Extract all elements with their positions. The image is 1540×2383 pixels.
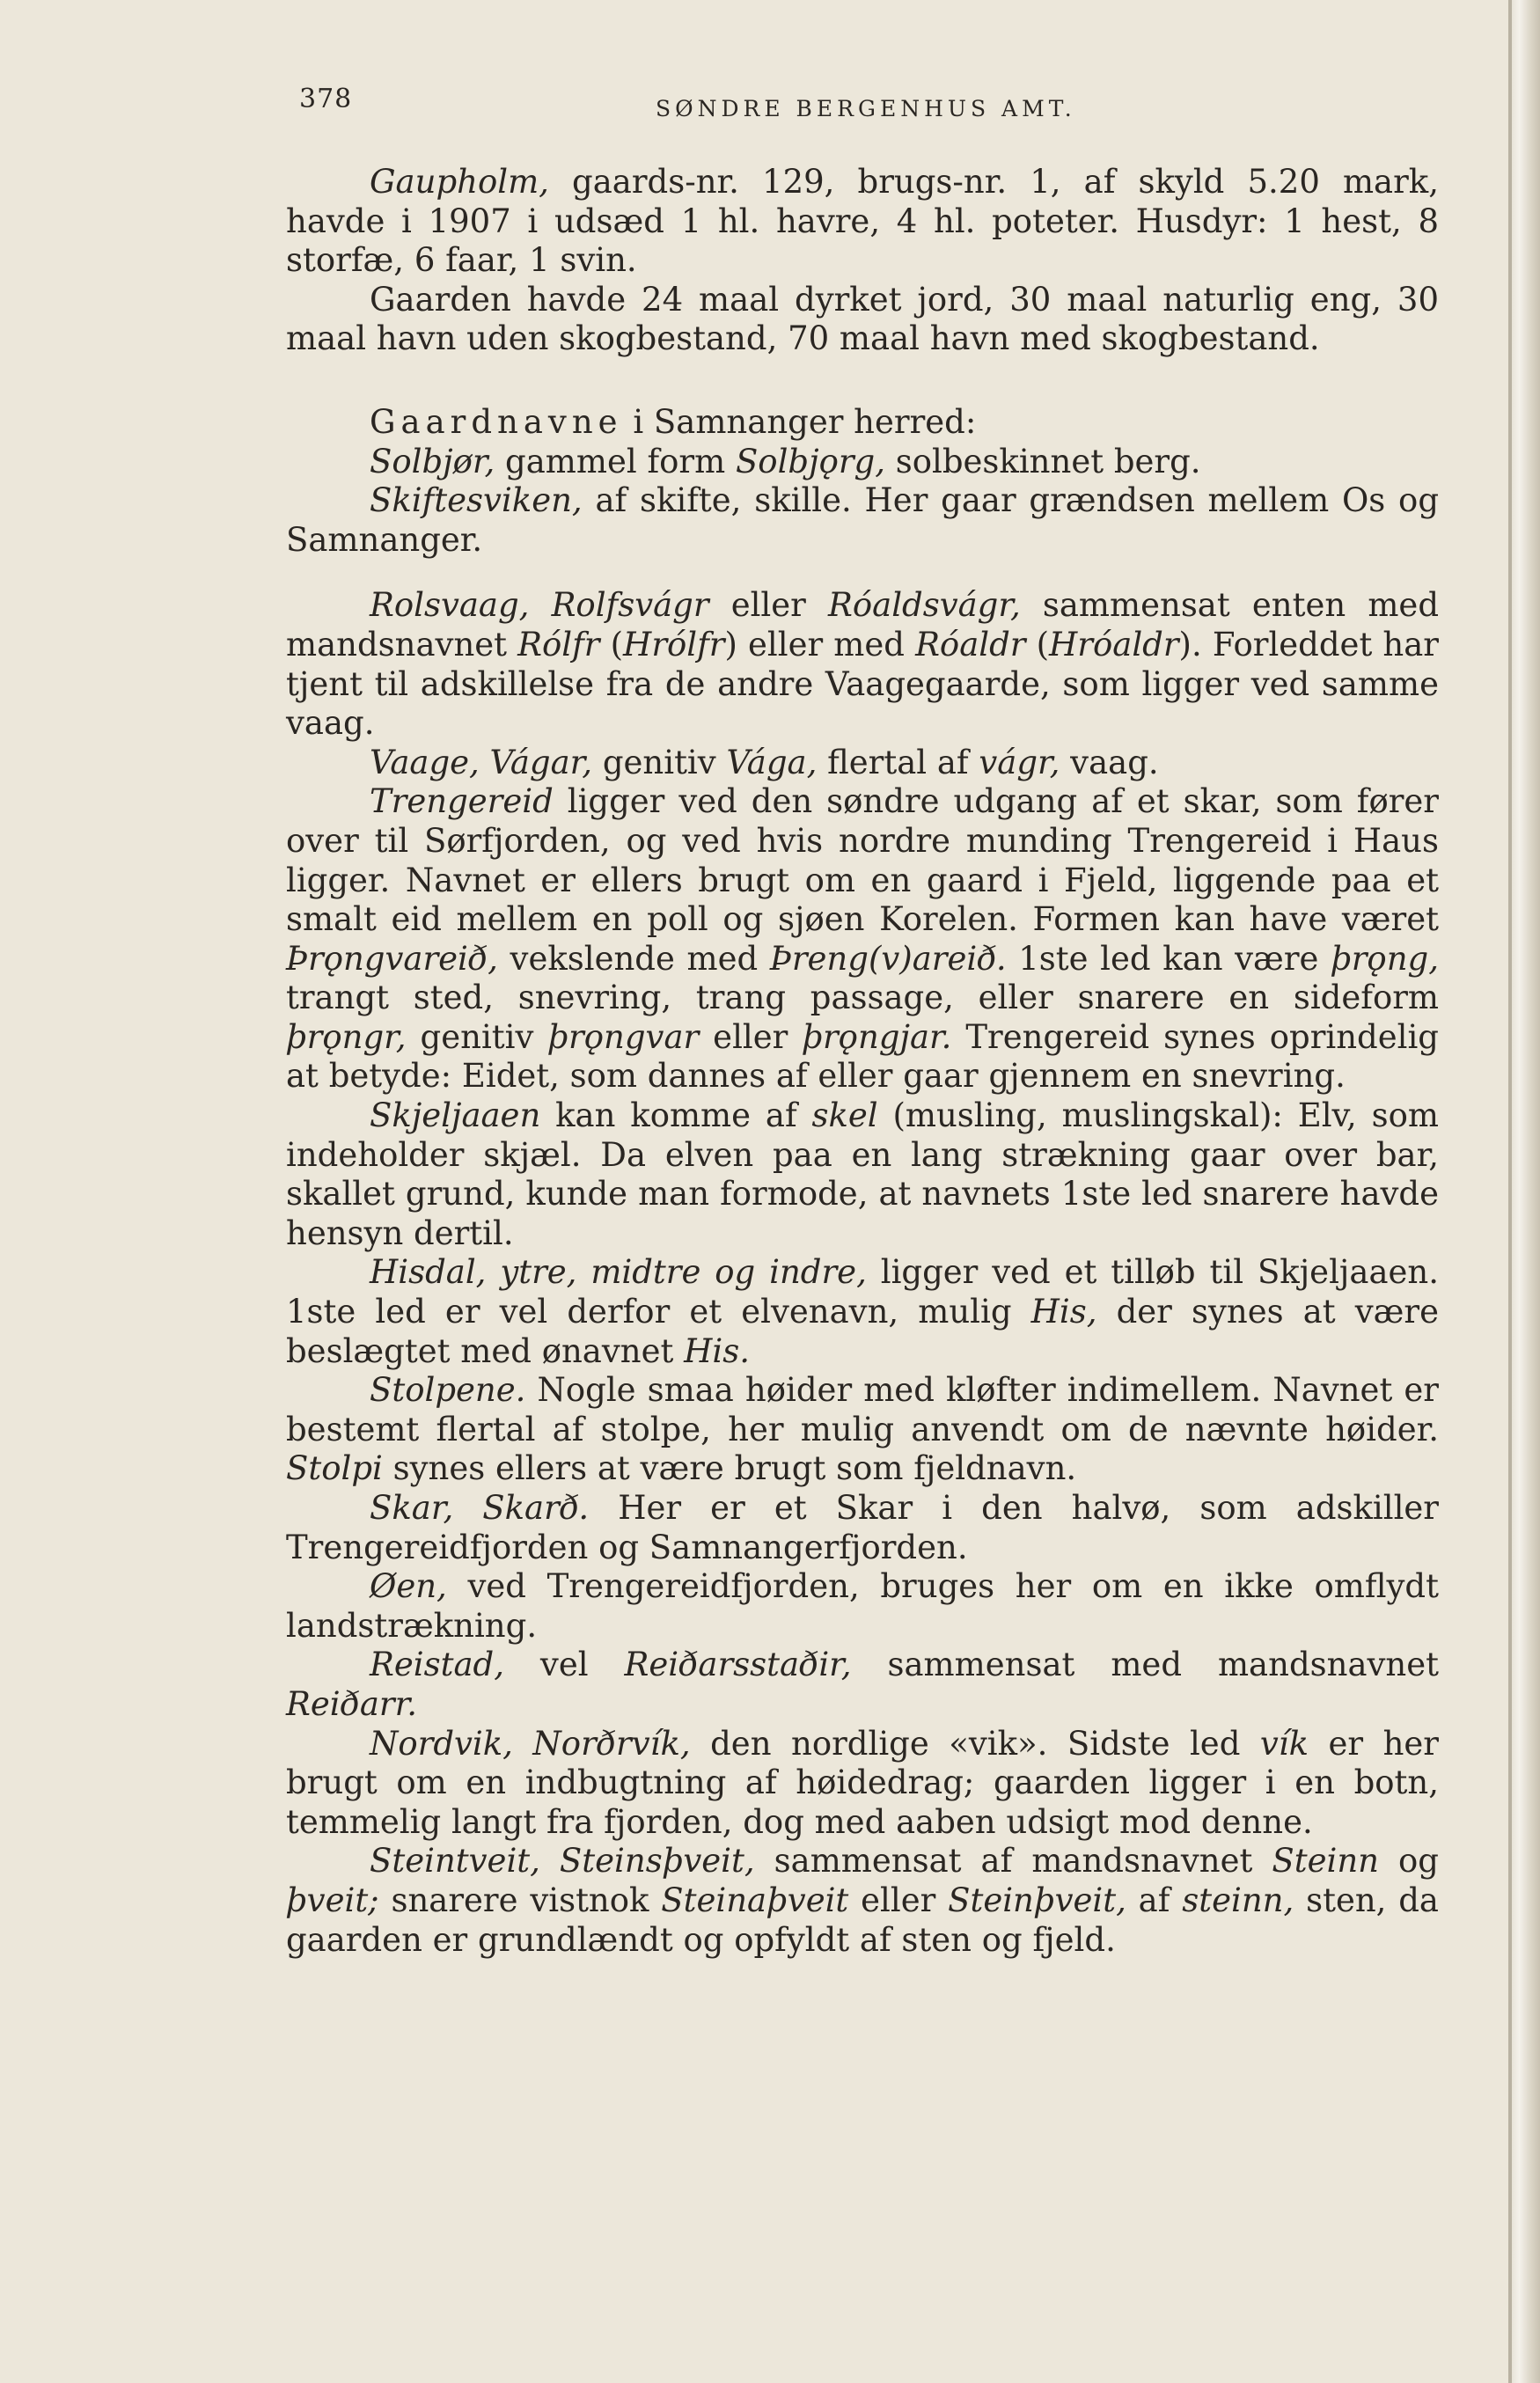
place-name: Solbjør, — [370, 442, 495, 480]
place-name: Trengereid — [370, 782, 554, 821]
paragraph-solbjor: Solbjør, gammel form Solbjǫrg, solbeskinnet berg. — [370, 442, 1201, 480]
place-name: Hisdal, ytre, midtre og indre, — [370, 1253, 867, 1292]
place-name: Skar, Skarð. — [370, 1489, 590, 1527]
paragraph-hisdal: Hisdal, ytre, midtre og indre, ligger ved et tilløb til Skjeljaaen. 1ste led er vel derfor et elvenavn, mulig His, der synes at være beslægtet med ønavnet His. — [286, 1253, 1439, 1370]
page-edge — [1508, 0, 1540, 2383]
place-name: Øen, — [370, 1567, 447, 1606]
paragraph-steintveit: Steintveit, Steinsþveit, sammensat af mandsnavnet Steinn og þveit; snarere vistnok Steinaþveit eller Steinþveit, af steinn, sten, da gaarden er grundlændt og opfyldt af sten og fjeld. — [286, 1842, 1439, 1959]
place-name: Steintveit, Steinsþveit, — [370, 1842, 755, 1881]
paragraph-nordvik: Nordvik, Norðrvík, den nordlige «vik». Sidste led vík er her brugt om en indbugtning af høidedrag; gaarden ligger i en botn, temmelig langt fra fjorden, dog med aaben udsigt mod denne. — [286, 1724, 1439, 1841]
place-name: Skiftesviken, — [370, 481, 583, 520]
paragraph-skjeljaaen: Skjeljaaen kan komme af skel (musling, muslingskal): Elv, som indeholder skjæl. Da elven paa en lang strækning gaar over bar, skallet grund, kunde man formode, at navnets 1ste led snarere havde hensyn dertil. — [286, 1096, 1440, 1252]
page-body — [286, 163, 1439, 1960]
place-name: Rolsvaag, Rolfsvágr — [370, 586, 709, 625]
paragraph-skiftesviken: Skiftesviken, af skifte, skille. Her gaar grændsen mellem Os og Samnanger. — [286, 481, 1439, 559]
place-name: Skjeljaaen — [370, 1096, 541, 1135]
paragraph-gaarden: Gaarden havde 24 maal dyrket jord, 30 maal naturlig eng, 30 maal havn uden skogbestand, 70 maal havn med skogbestand. — [286, 280, 1439, 358]
section-heading: Gaardnavne i Samnanger herred: — [370, 402, 977, 441]
paragraph-rolsvaag: Rolsvaag, Rolfsvágr eller Róaldsvágr, sammensat enten med mandsnavnet Rólfr (Hrólfr) eller med Róaldr (Hróaldr). Forleddet har tjent til adskillelse fra de andre Vaagegaarde, som ligger ved samme vaag. — [286, 586, 1440, 743]
place-name: Reistad, — [370, 1646, 504, 1684]
page-number: 378 — [299, 84, 353, 114]
paragraph-vaage: Vaage, Vágar, genitiv Vága, flertal af vágr, vaag. — [370, 743, 1159, 781]
place-name: Nordvik, Norðrvík, — [370, 1724, 691, 1763]
paragraph-oen: Øen, ved Trengereidfjorden, bruges her om en ikke omflydt landstrækning. — [286, 1567, 1439, 1645]
paragraph-stolpene: Stolpene. Nogle smaa høider med kløfter indimellem. Navnet er bestemt flertal af stolpe, her mulig anvendt om de nævnte høider. Stolpi synes ellers at være brugt som fjeldnavn. — [286, 1371, 1439, 1488]
place-name: Gaupholm, — [370, 163, 549, 201]
paragraph-gaupholm: Gaupholm, gaards-nr. 129, brugs-nr. 1, af skyld 5.20 mark, havde i 1907 i udsæd 1 hl. havre, 4 hl. poteter. Husdyr: 1 hest, 8 storfæ, 6 faar, 1 svin. — [286, 163, 1439, 280]
paragraph-trengereid: Trengereid ligger ved den søndre udgang af et skar, som fører over til Sørfjorden, og ved hvis nordre munding Trengereid i Haus ligger. Navnet er ellers brugt om en gaard i Fjeld, liggende paa et smalt eid mellem en poll og sjøen Korelen. Formen kan have været Þrǫngvareið, vekslende med Þreng(v)areið. 1ste led kan være þrǫng, trangt sted, snevring, trang passage, eller snarere en sideform þrǫngr, genitiv þrǫngvar eller þrǫngjar. Trengereid synes oprindelig at betyde: Eidet, som dannes af eller gaar gjennem en snevring. — [286, 782, 1439, 1096]
place-name: Stolpene. — [370, 1371, 526, 1410]
paragraph-reistad: Reistad, vel Reiðarsstaðir, sammensat med mandsnavnet Reiðarr. — [286, 1646, 1440, 1723]
place-name: Vaage, Vágar, — [370, 743, 593, 781]
paragraph-skar: Skar, Skarð. Her er et Skar i den halvø, som adskiller Trengereidfjorden og Samnangerfjorden. — [286, 1489, 1439, 1566]
running-title: SØNDRE BERGENHUS AMT. — [656, 96, 1076, 121]
